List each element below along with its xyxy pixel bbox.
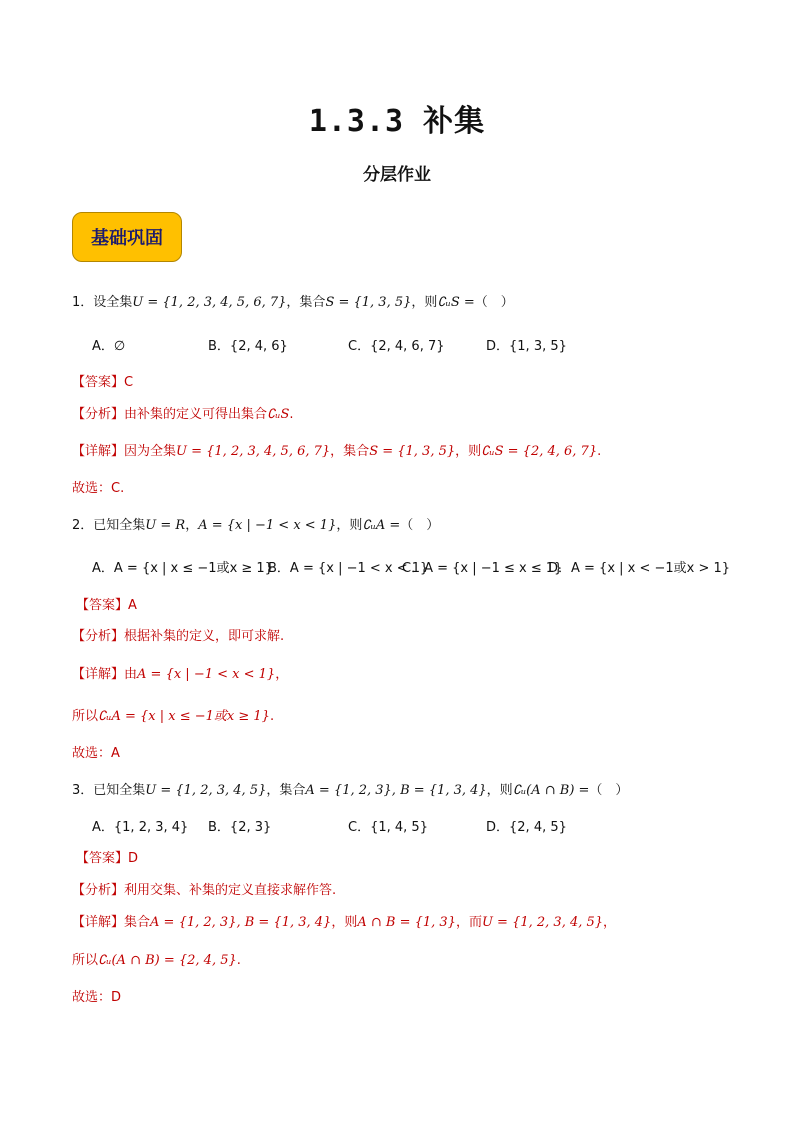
- question-3-detail-2: 所以∁ᵤ(A ∩ B) = {2, 4, 5}.: [72, 953, 241, 968]
- question-3-detail: 【详解】集合A = {1, 2, 3}, B = {1, 3, 4}，则A ∩ B = {1, 3}，而U = {1, 2, 3, 4, 5}，: [72, 915, 617, 930]
- question-2-option-a: A．A = {x | x ≤ −1或x ≥ 1}: [92, 561, 273, 576]
- page-title: 1.3.3 补集: [308, 104, 486, 139]
- question-1-option-b: B．{2, 4, 6}: [208, 339, 288, 354]
- question-3-option-a: A．{1, 2, 3, 4}: [92, 820, 189, 835]
- question-3-option-b: B．{2, 3}: [208, 820, 272, 835]
- question-3-analysis: 【分析】利用交集、补集的定义直接求解作答.: [72, 883, 337, 898]
- question-2-stem: 2．已知全集U = R，A = {x | −1 < x < 1}，则∁ᵤA =（ ）: [72, 518, 440, 533]
- question-2-option-b: B．A = {x | −1 < x < 1}: [268, 561, 429, 576]
- question-2-option-d: D．A = {x | x < −1或x > 1}: [548, 561, 731, 576]
- question-2-answer: 【答案】A: [76, 598, 137, 613]
- question-3-answer: 【答案】D: [76, 851, 139, 866]
- page-subtitle: 分层作业: [363, 165, 431, 185]
- question-3-stem: 3．已知全集U = {1, 2, 3, 4, 5}，集合A = {1, 2, 3}, B = {1, 3, 4}，则∁ᵤ(A ∩ B) =（ ）: [72, 783, 629, 798]
- question-2-detail: 【详解】由A = {x | −1 < x < 1}，: [72, 667, 289, 682]
- question-2-analysis: 【分析】根据补集的定义，即可求解.: [72, 629, 285, 644]
- question-1-stem: 1．设全集U = {1, 2, 3, 4, 5, 6, 7}，集合S = {1, 3, 5}，则∁ᵤS =（ ）: [72, 295, 514, 310]
- section-badge-label: 基础巩固: [91, 228, 163, 249]
- question-1-option-a: A．∅: [92, 339, 126, 354]
- section-badge: [72, 212, 182, 262]
- question-1-conclusion: 故选：C.: [72, 481, 125, 496]
- question-3-option-c: C．{1, 4, 5}: [348, 820, 428, 835]
- question-2-conclusion: 故选：A: [72, 746, 120, 761]
- question-1-analysis: 【分析】由补集的定义可得出集合∁ᵤS.: [72, 407, 294, 422]
- question-3-option-d: D．{2, 4, 5}: [486, 820, 567, 835]
- question-1-answer: 【答案】C: [72, 375, 134, 390]
- question-2-option-c: C．A = {x | −1 ≤ x ≤ 1}: [402, 561, 563, 576]
- question-1-option-d: D．{1, 3, 5}: [486, 339, 567, 354]
- question-3-conclusion: 故选：D: [72, 990, 122, 1005]
- question-1-option-c: C．{2, 4, 6, 7}: [348, 339, 445, 354]
- question-1-detail: 【详解】因为全集U = {1, 2, 3, 4, 5, 6, 7}，集合S = {1, 3, 5}，则∁ᵤS = {2, 4, 6, 7}.: [72, 444, 602, 459]
- question-2-detail-2: 所以∁ᵤA = {x | x ≤ −1或x ≥ 1}.: [72, 709, 275, 724]
